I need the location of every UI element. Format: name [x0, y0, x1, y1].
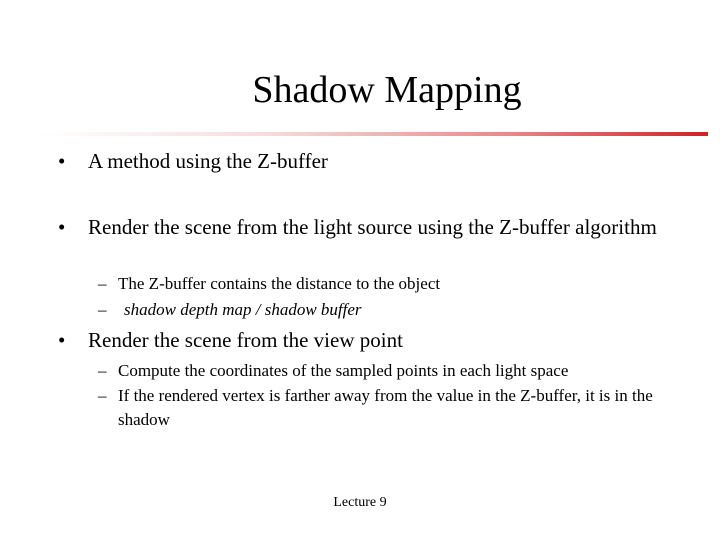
sub-bullet-text: The Z-buffer contains the distance to the object [118, 274, 441, 293]
title-underline [40, 132, 708, 136]
sub-bullet-text: If the rendered vertex is farther away from the value in the Z-buffer, it is in the shadow [118, 386, 653, 429]
sub-bullet-dash: – [98, 361, 107, 380]
sub-bullet-dash: – [98, 386, 107, 405]
slide-footer: Lecture 9 [333, 495, 387, 510]
slide-title: Shadow Mapping [252, 69, 522, 111]
bullet-text: Render the scene from the view point [88, 328, 403, 352]
sub-bullet-dash: – [98, 300, 107, 319]
sub-bullet-dash: – [98, 274, 107, 293]
sub-bullet-text: shadow depth map / shadow buffer [124, 300, 362, 319]
bullet-dot: • [58, 215, 66, 239]
bullet-text: Render the scene from the light source using the Z-buffer algorithm [88, 215, 657, 239]
sub-bullet-text: Compute the coordinates of the sampled points in each light space [118, 361, 569, 380]
bullet-dot: • [58, 149, 66, 173]
bullet-dot: • [58, 328, 66, 352]
bullet-text: A method using the Z-buffer [88, 149, 328, 173]
